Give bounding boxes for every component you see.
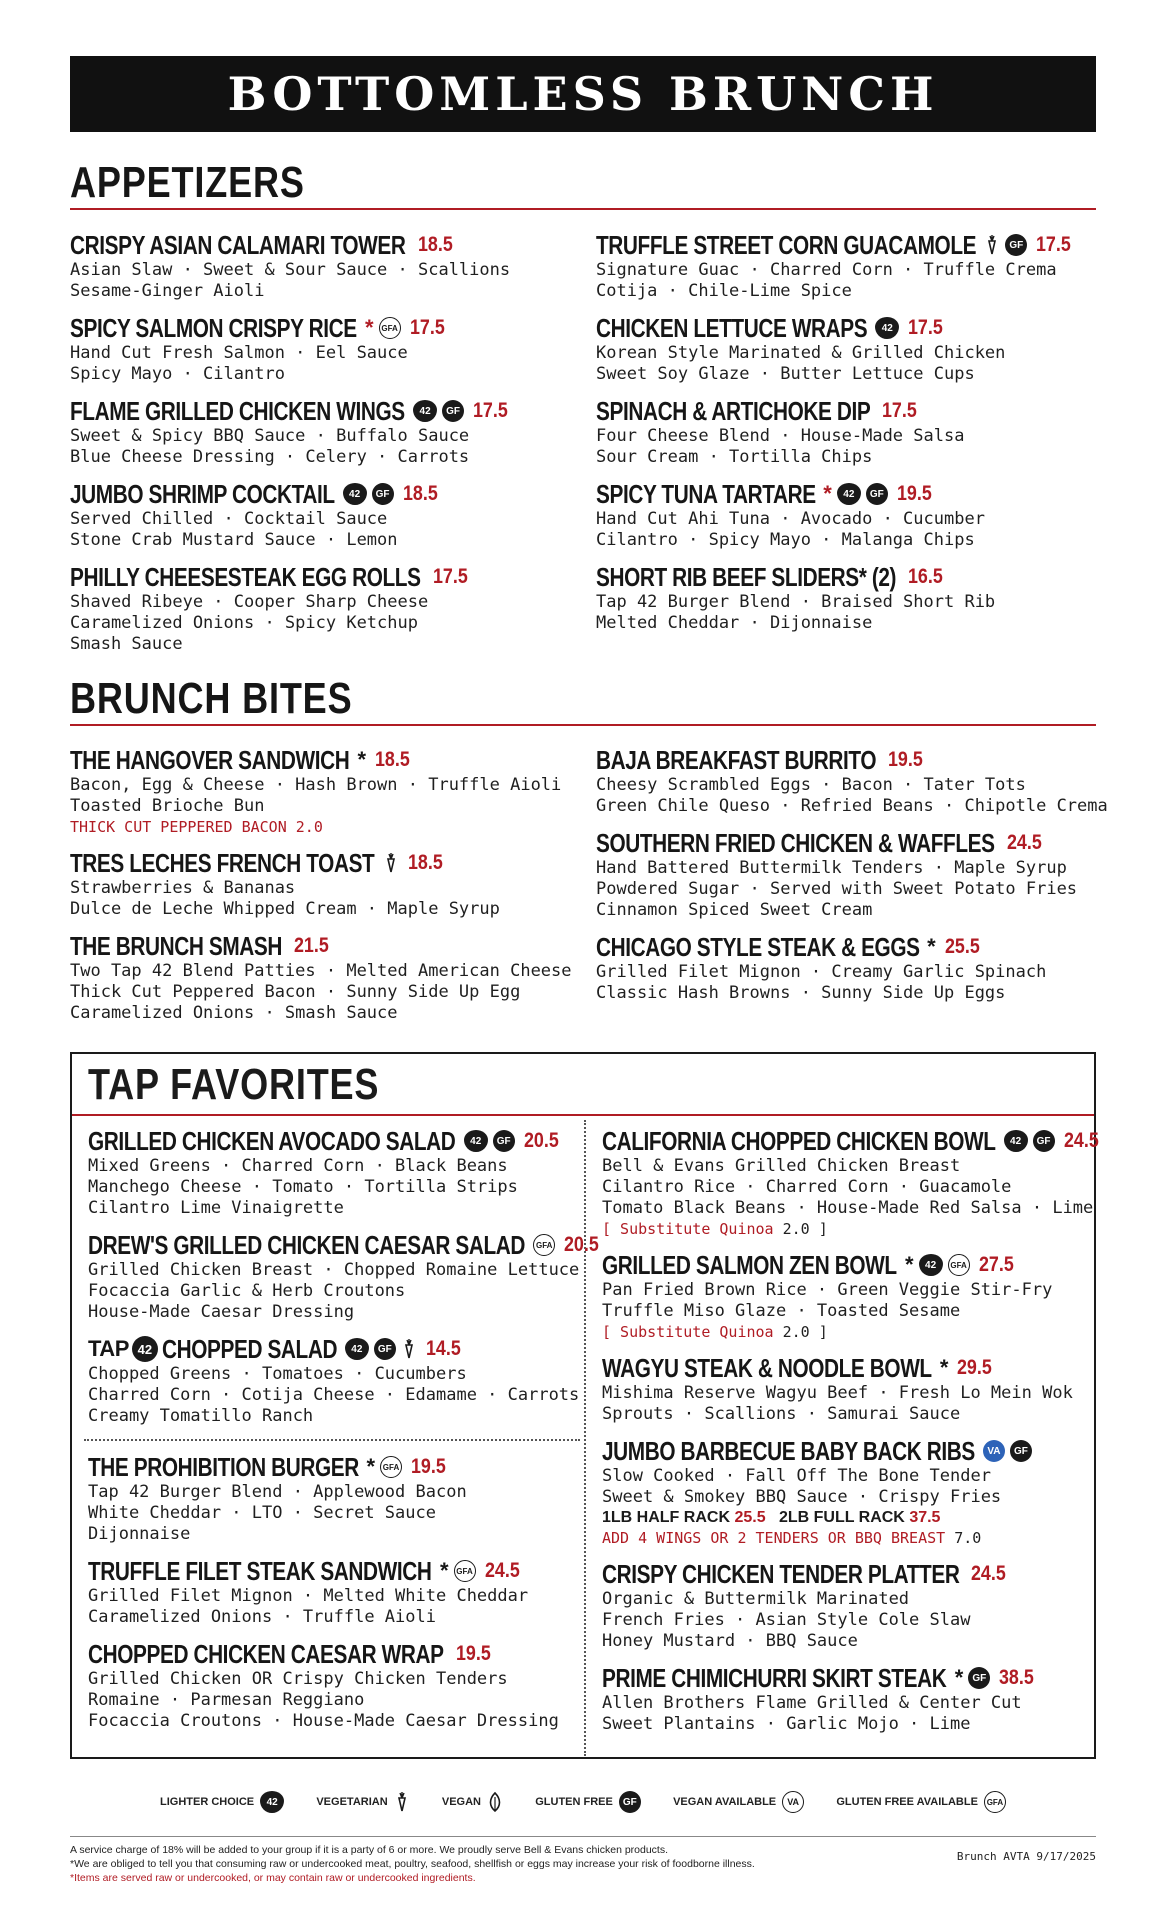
item-price: 19.5 xyxy=(896,482,932,505)
legend-label: VEGAN AVAILABLE xyxy=(673,1796,777,1808)
addon-price: 2.0 xyxy=(295,818,323,836)
menu-item xyxy=(70,230,514,302)
item-name: CHOPPED SALAD xyxy=(161,1334,337,1364)
menu-item xyxy=(596,230,1077,302)
item-desc: Bell & Evans Grilled Chicken Breast xyxy=(602,1156,961,1176)
menu-item xyxy=(70,479,514,551)
menu-item xyxy=(70,396,514,468)
menu-item xyxy=(70,848,572,920)
item-price: 24.5 xyxy=(484,1559,520,1582)
substitute-price: 2.0 ] xyxy=(782,1323,828,1341)
substitute-label: [ Substitute Quinoa xyxy=(602,1323,774,1341)
lighter-choice-icon: 42 xyxy=(837,483,861,505)
menu-item xyxy=(596,313,1077,385)
raw-star: * xyxy=(357,747,367,772)
brunch-right-column xyxy=(596,745,1108,1015)
item-price: 21.5 xyxy=(294,934,329,957)
menu-item xyxy=(596,396,1077,468)
item-desc: Slow Cooked · Fall Off The Bone Tender xyxy=(602,1466,991,1486)
tap-left-bottom-column xyxy=(88,1452,559,1743)
item-desc: Mixed Greens · Charred Corn · Black Beans xyxy=(88,1156,508,1176)
gluten-free-icon: GF xyxy=(1033,1130,1055,1152)
item-desc: Charred Corn · Cotija Cheese · Edamame · Carrots xyxy=(88,1385,580,1405)
item-price: 24.5 xyxy=(1006,831,1042,854)
item-desc: Allen Brothers Flame Grilled & Center Cut xyxy=(602,1693,1022,1713)
item-name: CRISPY CHICKEN TENDER PLATTER xyxy=(602,1559,960,1589)
item-desc: Tap 42 Burger Blend · Braised Short Rib xyxy=(596,592,996,612)
legend-label: VEGAN xyxy=(441,1796,481,1808)
menu-item xyxy=(70,313,514,385)
full-rack-label: 2LB FULL RACK xyxy=(778,1509,905,1526)
item-price: 17.5 xyxy=(432,565,468,588)
vegetarian-icon xyxy=(984,234,1000,256)
legend-gluten-free xyxy=(535,1791,641,1813)
item-desc: Two Tap 42 Blend Patties · Melted American Cheese xyxy=(70,961,572,981)
item-desc: Manchego Cheese · Tomato · Tortilla Strips xyxy=(88,1177,518,1197)
item-name: WAGYU STEAK & NOODLE BOWL xyxy=(602,1353,932,1383)
tap-right-column xyxy=(602,1126,1104,1746)
item-price: 19.5 xyxy=(411,1455,446,1478)
legend-lighter-choice xyxy=(160,1791,284,1813)
substitute-price: 2.0 ] xyxy=(782,1220,828,1238)
tap-favorites-box xyxy=(70,1052,1099,1759)
item-addon xyxy=(602,1528,1104,1548)
item-desc: Cilantro Lime Vinaigrette xyxy=(88,1198,344,1218)
item-name: CHICKEN LETTUCE WRAPS xyxy=(596,313,868,343)
item-desc: Blue Cheese Dressing · Celery · Carrots xyxy=(70,447,470,467)
lighter-choice-icon: 42 xyxy=(875,317,899,339)
lighter-choice-icon: 42 xyxy=(1004,1130,1028,1152)
vegan-available-icon: VA xyxy=(983,1440,1005,1462)
item-desc: Cotija · Chile-Lime Spice xyxy=(596,281,852,301)
item-desc: Green Chile Queso · Refried Beans · Chipotle Crema xyxy=(596,796,1108,816)
item-desc: Sweet Plantains · Garlic Mojo · Lime xyxy=(602,1714,971,1734)
menu-item xyxy=(88,1639,559,1732)
item-name: BAJA BREAKFAST BURRITO xyxy=(596,745,877,775)
item-desc: Thick Cut Peppered Bacon · Sunny Side Up Egg xyxy=(70,982,521,1002)
item-name: PRIME CHIMICHURRI SKIRT STEAK xyxy=(602,1663,947,1693)
item-desc: Hand Cut Fresh Salmon · Eel Sauce xyxy=(70,343,408,363)
item-price: 19.5 xyxy=(888,748,924,771)
item-price: 20.5 xyxy=(564,1233,599,1256)
legend-label: GLUTEN FREE AVAILABLE xyxy=(836,1796,978,1808)
item-desc: Shaved Ribeye · Cooper Sharp Cheese xyxy=(70,592,429,612)
item-desc: French Fries · Asian Style Cole Slaw xyxy=(602,1610,971,1630)
item-desc: Focaccia Croutons · House-Made Caesar Dressing xyxy=(88,1711,559,1731)
raw-star: * xyxy=(366,1454,376,1479)
item-name: TRUFFLE STREET CORN GUACAMOLE xyxy=(596,230,977,260)
item-name: PHILLY CHEESESTEAK EGG ROLLS xyxy=(70,562,421,592)
substitute-label: [ Substitute Quinoa xyxy=(602,1220,774,1238)
item-substitute xyxy=(602,1322,1104,1342)
gluten-free-icon: GF xyxy=(493,1130,515,1152)
item-desc: Mishima Reserve Wagyu Beef · Fresh Lo Mein Wok xyxy=(602,1383,1073,1403)
item-name: THE BRUNCH SMASH xyxy=(70,931,282,961)
gluten-free-icon: GF xyxy=(442,400,464,422)
item-desc: Toasted Brioche Bun xyxy=(70,796,265,816)
menu-item xyxy=(596,562,1077,634)
menu-item xyxy=(602,1559,1104,1652)
item-desc: Asian Slaw · Sweet & Sour Sauce · Scallions xyxy=(70,260,511,280)
row-divider xyxy=(84,1439,580,1441)
item-desc: Chopped Greens · Tomatoes · Cucumbers xyxy=(88,1364,467,1384)
item-desc: Stone Crab Mustard Sauce · Lemon xyxy=(70,530,398,550)
dietary-legend xyxy=(70,1786,1096,1818)
item-name: SPINACH & ARTICHOKE DIP xyxy=(596,396,871,426)
appetizers-left-column xyxy=(70,230,514,666)
item-price: 18.5 xyxy=(407,851,443,874)
raw-star: * xyxy=(927,934,936,959)
item-desc: Cilantro · Spicy Mayo · Malanga Chips xyxy=(596,530,975,550)
item-name: GRILLED SALMON ZEN BOWL xyxy=(602,1250,897,1280)
item-price: 29.5 xyxy=(957,1356,993,1379)
tap-left-top-column xyxy=(88,1126,605,1438)
item-price: 17.5 xyxy=(882,399,917,422)
lighter-choice-icon: 42 xyxy=(260,1791,284,1813)
gluten-free-icon: GF xyxy=(372,483,394,505)
lighter-choice-icon: 42 xyxy=(413,400,437,422)
appetizers-right-column xyxy=(596,230,1077,645)
item-desc: Sweet & Spicy BBQ Sauce · Buffalo Sauce xyxy=(70,426,470,446)
legend-vegan xyxy=(442,1791,503,1813)
service-charge-note: A service charge of 18% will be added to your group if it is a party of 6 or more. We proudly serve Bell & Evans chicken products. xyxy=(70,1844,669,1856)
gluten-free-icon: GF xyxy=(866,483,888,505)
item-desc: Korean Style Marinated & Grilled Chicken xyxy=(596,343,1006,363)
item-name: CHICAGO STYLE STEAK & EGGS xyxy=(596,932,920,962)
addon-price: 7.0 xyxy=(954,1529,982,1547)
menu-item xyxy=(596,745,1108,817)
menu-banner: BOTTOMLESS BRUNCH xyxy=(70,56,1096,132)
item-desc: Grilled Chicken Breast · Chopped Romaine Lettuce xyxy=(88,1260,580,1280)
vegetarian-icon xyxy=(394,1791,410,1813)
item-name: CRISPY ASIAN CALAMARI TOWER xyxy=(70,230,406,260)
legend-label: LIGHTER CHOICE xyxy=(160,1796,255,1808)
item-desc: Truffle Miso Glaze · Toasted Sesame xyxy=(602,1301,961,1321)
item-desc: Signature Guac · Charred Corn · Truffle Crema xyxy=(596,260,1057,280)
menu-item xyxy=(88,1452,559,1545)
raw-star: * xyxy=(939,1355,949,1380)
brunch-bites-rule xyxy=(70,724,1096,726)
gluten-free-icon: GF xyxy=(619,1791,641,1813)
item-desc: Smash Sauce xyxy=(70,634,183,654)
menu-version: Brunch AVTA 9/17/2025 xyxy=(956,1850,1096,1863)
gluten-free-available-icon: GFA xyxy=(984,1791,1006,1813)
menu-item xyxy=(596,932,1108,1004)
raw-food-warning: *We are obliged to tell you that consuming raw or undercooked meat, poultry, seafood, shellfish or eggs may increase your risk of foodborne illness. xyxy=(70,1858,755,1870)
item-desc: Sweet & Smokey BBQ Sauce · Crispy Fries xyxy=(602,1487,1002,1507)
item-desc: Caramelized Onions · Spicy Ketchup xyxy=(70,613,418,633)
item-price: 17.5 xyxy=(409,316,445,339)
logo-tap-text: TAP xyxy=(88,1336,129,1361)
item-desc: Caramelized Onions · Smash Sauce xyxy=(70,1003,398,1023)
brunch-bites-title: BRUNCH BITES xyxy=(70,674,353,723)
menu-item xyxy=(70,931,572,1024)
item-name: JUMBO BARBECUE BABY BACK RIBS xyxy=(602,1436,975,1466)
menu-item xyxy=(602,1663,1104,1735)
item-desc: Hand Cut Ahi Tuna · Avocado · Cucumber xyxy=(596,509,985,529)
item-price: 14.5 xyxy=(425,1337,461,1360)
item-name: GRILLED CHICKEN AVOCADO SALAD xyxy=(88,1126,456,1156)
gluten-free-icon: GF xyxy=(1010,1440,1032,1462)
item-name: TRES LECHES FRENCH TOAST xyxy=(70,848,375,878)
tap-favorites-title: TAP FAVORITES xyxy=(88,1060,380,1109)
raw-star: * xyxy=(365,315,374,340)
item-price: 16.5 xyxy=(908,565,943,588)
full-rack-price: 37.5 xyxy=(909,1509,941,1526)
item-desc: Tomato Black Beans · House-Made Red Salsa · Lime xyxy=(602,1198,1094,1218)
menu-item xyxy=(70,745,572,837)
lighter-choice-icon: 42 xyxy=(919,1254,943,1276)
item-price: 38.5 xyxy=(999,1666,1035,1689)
item-desc: Powdered Sugar · Served with Sweet Potato Fries xyxy=(596,879,1078,899)
item-name: THE HANGOVER SANDWICH xyxy=(70,745,350,775)
logo-42-circle: 42 xyxy=(132,1336,158,1362)
menu-item xyxy=(88,1126,605,1219)
appetizers-rule xyxy=(70,208,1096,210)
vegetarian-icon xyxy=(383,852,399,874)
menu-item xyxy=(596,828,1108,921)
item-price: 24.5 xyxy=(971,1562,1006,1585)
item-desc: Spicy Mayo · Cilantro xyxy=(70,364,285,384)
item-price: 18.5 xyxy=(375,748,410,771)
item-desc: White Cheddar · LTO · Secret Sauce xyxy=(88,1503,436,1523)
footer-notes xyxy=(70,1843,755,1885)
legend-vegan-available xyxy=(673,1791,804,1813)
addon-label: ADD 4 WINGS OR 2 TENDERS OR BBQ BREAST xyxy=(602,1529,946,1547)
tap42-logo xyxy=(88,1334,158,1364)
item-desc: Honey Mustard · BBQ Sauce xyxy=(602,1631,858,1651)
item-price: 17.5 xyxy=(1036,233,1072,256)
item-name: SOUTHERN FRIED CHICKEN & WAFFLES xyxy=(596,828,995,858)
item-substitute xyxy=(602,1219,1104,1239)
item-desc: Classic Hash Browns · Sunny Side Up Eggs xyxy=(596,983,1006,1003)
item-price: 19.5 xyxy=(455,1642,491,1665)
item-desc: Served Chilled · Cocktail Sauce xyxy=(70,509,388,529)
item-name: SPICY SALMON CRISPY RICE xyxy=(70,313,357,343)
lighter-choice-icon: 42 xyxy=(343,483,367,505)
legend-vegetarian xyxy=(316,1791,409,1813)
item-name: CALIFORNIA CHOPPED CHICKEN BOWL xyxy=(602,1126,996,1156)
item-desc: Grilled Filet Mignon · Melted White Cheddar xyxy=(88,1586,529,1606)
item-name: FLAME GRILLED CHICKEN WINGS xyxy=(70,396,405,426)
item-price: 18.5 xyxy=(417,233,453,256)
lighter-choice-icon: 42 xyxy=(345,1338,369,1360)
item-desc: Tap 42 Burger Blend · Applewood Bacon xyxy=(88,1482,467,1502)
item-desc: Dijonnaise xyxy=(88,1524,191,1544)
item-price: 17.5 xyxy=(473,399,508,422)
menu-item xyxy=(88,1334,605,1427)
item-desc: Cheesy Scrambled Eggs · Bacon · Tater Tots xyxy=(596,775,1026,795)
vegetarian-icon xyxy=(401,1338,417,1360)
legend-gluten-free-available xyxy=(836,1791,1006,1813)
gluten-free-available-icon: GFA xyxy=(454,1560,476,1582)
item-desc: Strawberries & Bananas xyxy=(70,878,296,898)
legend-label: VEGETARIAN xyxy=(316,1796,388,1808)
item-desc: Organic & Buttermilk Marinated xyxy=(602,1589,910,1609)
gluten-free-icon: GF xyxy=(968,1667,990,1689)
item-desc: Caramelized Onions · Truffle Aioli xyxy=(88,1607,436,1627)
vegan-leaf-icon xyxy=(487,1791,503,1813)
item-desc: Grilled Chicken OR Crispy Chicken Tenders xyxy=(88,1669,508,1689)
gluten-free-icon: GF xyxy=(1005,234,1027,256)
menu-item xyxy=(602,1250,1104,1342)
raw-star: * xyxy=(823,481,832,506)
item-desc: Pan Fried Brown Rice · Green Veggie Stir-Fry xyxy=(602,1280,1053,1300)
item-desc: House-Made Caesar Dressing xyxy=(88,1302,355,1322)
item-desc: Sesame-Ginger Aioli xyxy=(70,281,265,301)
item-price: 17.5 xyxy=(908,316,944,339)
tap-favorites-rule xyxy=(72,1114,1094,1116)
item-price: 27.5 xyxy=(978,1253,1014,1276)
menu-item xyxy=(602,1126,1104,1239)
raw-star: * xyxy=(954,1665,964,1690)
item-desc: Creamy Tomatillo Ranch xyxy=(88,1406,314,1426)
legend-label: GLUTEN FREE xyxy=(535,1796,613,1808)
half-rack-label: 1LB HALF RACK xyxy=(602,1509,730,1526)
menu-item xyxy=(88,1556,559,1628)
gluten-free-available-icon: GFA xyxy=(533,1234,555,1256)
menu-item xyxy=(70,562,514,655)
menu-item xyxy=(602,1353,1104,1425)
lighter-choice-icon: 42 xyxy=(464,1130,488,1152)
item-desc: Bacon, Egg & Cheese · Hash Brown · Truffle Aioli xyxy=(70,775,562,795)
rack-prices xyxy=(602,1508,1104,1528)
gluten-free-icon: GF xyxy=(374,1338,396,1360)
item-price: 24.5 xyxy=(1063,1129,1099,1152)
raw-star: * xyxy=(439,1558,449,1583)
item-desc: Melted Cheddar · Dijonnaise xyxy=(596,613,873,633)
item-price: 18.5 xyxy=(402,482,438,505)
gluten-free-available-icon: GFA xyxy=(948,1254,970,1276)
item-price: 25.5 xyxy=(944,935,980,958)
item-name: DREW'S GRILLED CHICKEN CAESAR SALAD xyxy=(88,1230,525,1260)
item-desc: Sprouts · Scallions · Samurai Sauce xyxy=(602,1404,961,1424)
item-desc: Dulce de Leche Whipped Cream · Maple Syrup xyxy=(70,899,500,919)
item-desc: Focaccia Garlic & Herb Croutons xyxy=(88,1281,406,1301)
brunch-left-column xyxy=(70,745,572,1035)
item-name: CHOPPED CHICKEN CAESAR WRAP xyxy=(88,1639,444,1669)
item-desc: Grilled Filet Mignon · Creamy Garlic Spinach xyxy=(596,962,1047,982)
item-desc: Sour Cream · Tortilla Chips xyxy=(596,447,873,467)
item-desc: Cinnamon Spiced Sweet Cream xyxy=(596,900,873,920)
item-name: TRUFFLE FILET STEAK SANDWICH xyxy=(88,1556,432,1586)
addon-label: THICK CUT PEPPERED BACON xyxy=(70,818,287,836)
menu-item xyxy=(88,1230,605,1323)
item-price: 20.5 xyxy=(523,1129,559,1152)
appetizers-title: APPETIZERS xyxy=(70,158,305,207)
menu-item xyxy=(596,479,1077,551)
footer-divider xyxy=(70,1836,1096,1837)
item-name: THE PROHIBITION BURGER xyxy=(88,1452,359,1482)
item-name: SHORT RIB BEEF SLIDERS* (2) xyxy=(596,562,897,592)
item-desc: Four Cheese Blend · House-Made Salsa xyxy=(596,426,965,446)
item-name: JUMBO SHRIMP COCKTAIL xyxy=(70,479,335,509)
half-rack-price: 25.5 xyxy=(734,1509,766,1526)
gluten-free-available-icon: GFA xyxy=(380,1456,402,1478)
item-desc: Hand Battered Buttermilk Tenders · Maple Syrup xyxy=(596,858,1067,878)
vegan-available-icon: VA xyxy=(782,1791,804,1813)
gluten-free-available-icon: GFA xyxy=(379,317,401,339)
item-desc: Cilantro Rice · Charred Corn · Guacamole xyxy=(602,1177,1012,1197)
raw-items-note: *Items are served raw or undercooked, or may contain raw or undercooked ingredients. xyxy=(70,1872,476,1884)
menu-item xyxy=(602,1436,1104,1548)
raw-star: * xyxy=(905,1252,914,1277)
item-addon xyxy=(70,817,572,837)
item-desc: Sweet Soy Glaze · Butter Lettuce Cups xyxy=(596,364,975,384)
item-name: SPICY TUNA TARTARE xyxy=(596,479,816,509)
item-desc: Romaine · Parmesan Reggiano xyxy=(88,1690,365,1710)
